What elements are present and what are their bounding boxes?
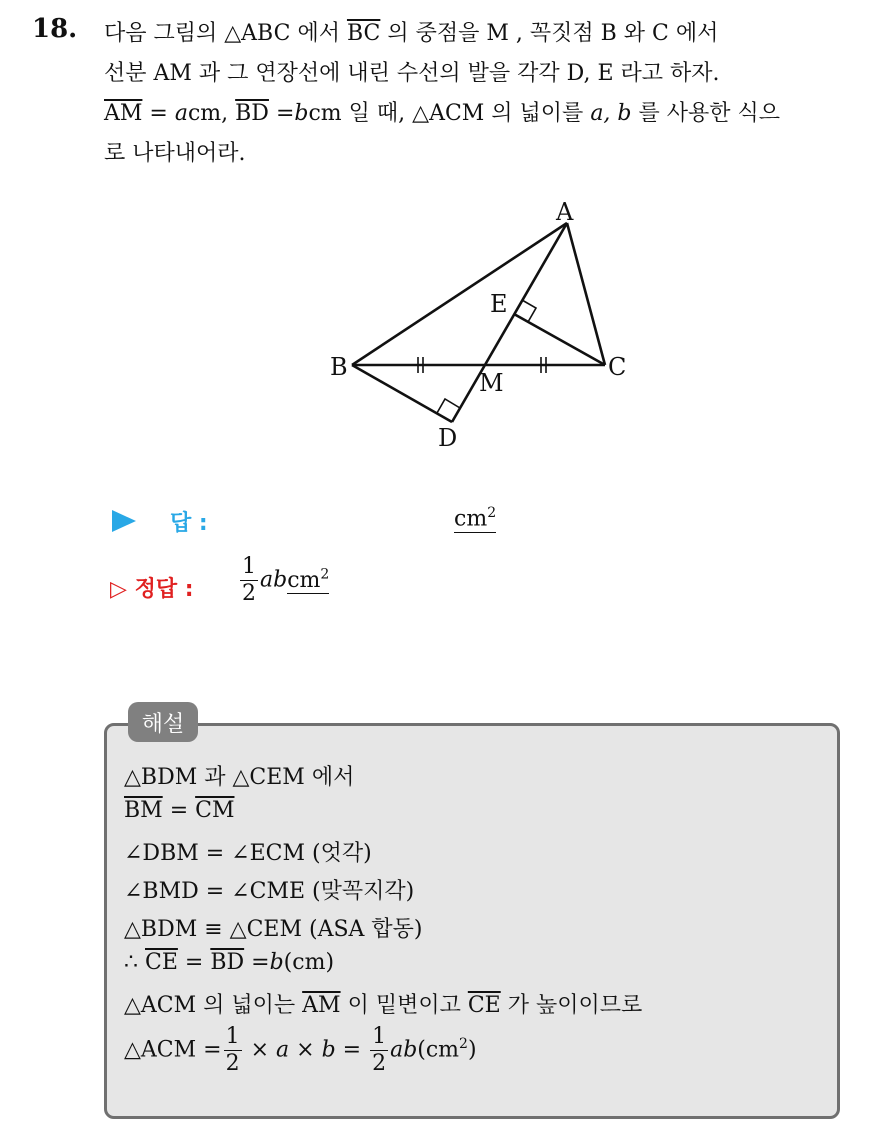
segment-ac — [567, 223, 605, 365]
explanation-line-2: $\overline{BM} = \overline{CM}$ — [124, 798, 235, 823]
fraction-half-1: $\frac{1}{2}$ — [225, 1024, 240, 1076]
explanation-badge: 해설 — [128, 702, 198, 742]
question-line-2: 선분 AM 과 그 연장선에 내린 수선의 발을 각각 D, E 라고 하자. — [104, 61, 720, 86]
explanation-line-5: △BDM ≡ △CEM (ASA 합동) — [124, 917, 423, 942]
question-number: 18. — [32, 14, 78, 44]
question-line-3: $\overline{AM}$ = acm, $\overline{BD} =bcm$ 일 때, △ACM 의 넓이를 a, b 를 사용한 식으 — [104, 101, 780, 126]
label-c: C — [608, 353, 627, 381]
right-angle-d — [437, 399, 460, 413]
play-arrow-icon — [110, 507, 138, 535]
explanation-line-3: ∠DBM = ∠ECM (엇각) — [124, 841, 372, 866]
triangle-figure — [320, 190, 640, 460]
question-line-4: 로 나타내어라. — [104, 141, 246, 166]
correct-fraction: $\frac{1}{2}$ — [242, 554, 256, 606]
explanation-line-4: ∠BMD = ∠CME (맞꼭지각) — [124, 879, 415, 904]
explanation-line-1: △BDM 과 △CEM 에서 — [124, 765, 355, 790]
answer-label: 답 : — [170, 511, 208, 536]
label-a: A — [556, 198, 574, 226]
explanation-line-6: ∴ $\overline{CE} = \overline{BD} =b(cm)$ — [124, 950, 335, 975]
label-e: E — [490, 290, 508, 318]
label-b: B — [330, 353, 348, 381]
fraction-half-2: $\frac{1}{2}$ — [372, 1024, 387, 1076]
segment-ad — [452, 223, 567, 422]
segment-bd — [352, 365, 452, 422]
correct-unit: $cm^2$ — [287, 566, 330, 593]
label-d: D — [438, 424, 458, 452]
segment-ab — [352, 223, 567, 365]
question-line-1: 다음 그림의 △ABC 에서 $\overline{BC}$ 의 중점을 M , 꼭짓점 B 와 C 에서 — [104, 21, 719, 46]
explanation-line-8: △ACM = $\frac{1}{2}$ × a × b = $\frac{1}{2}$ $ab(cm^2)$ — [124, 1024, 477, 1076]
label-m: M — [479, 369, 504, 397]
answer-unit: $cm^2$ — [454, 505, 497, 532]
explanation-line-7: △ACM 의 넓이는 $\overline{AM}$ 이 밑변이고 $\overline{CE}$ 가 높이이므로 — [124, 993, 643, 1018]
correct-label: ▷ 정답 : — [110, 577, 194, 602]
correct-answer: $\frac{1}{2}$ abcm$^2$ — [242, 554, 330, 606]
